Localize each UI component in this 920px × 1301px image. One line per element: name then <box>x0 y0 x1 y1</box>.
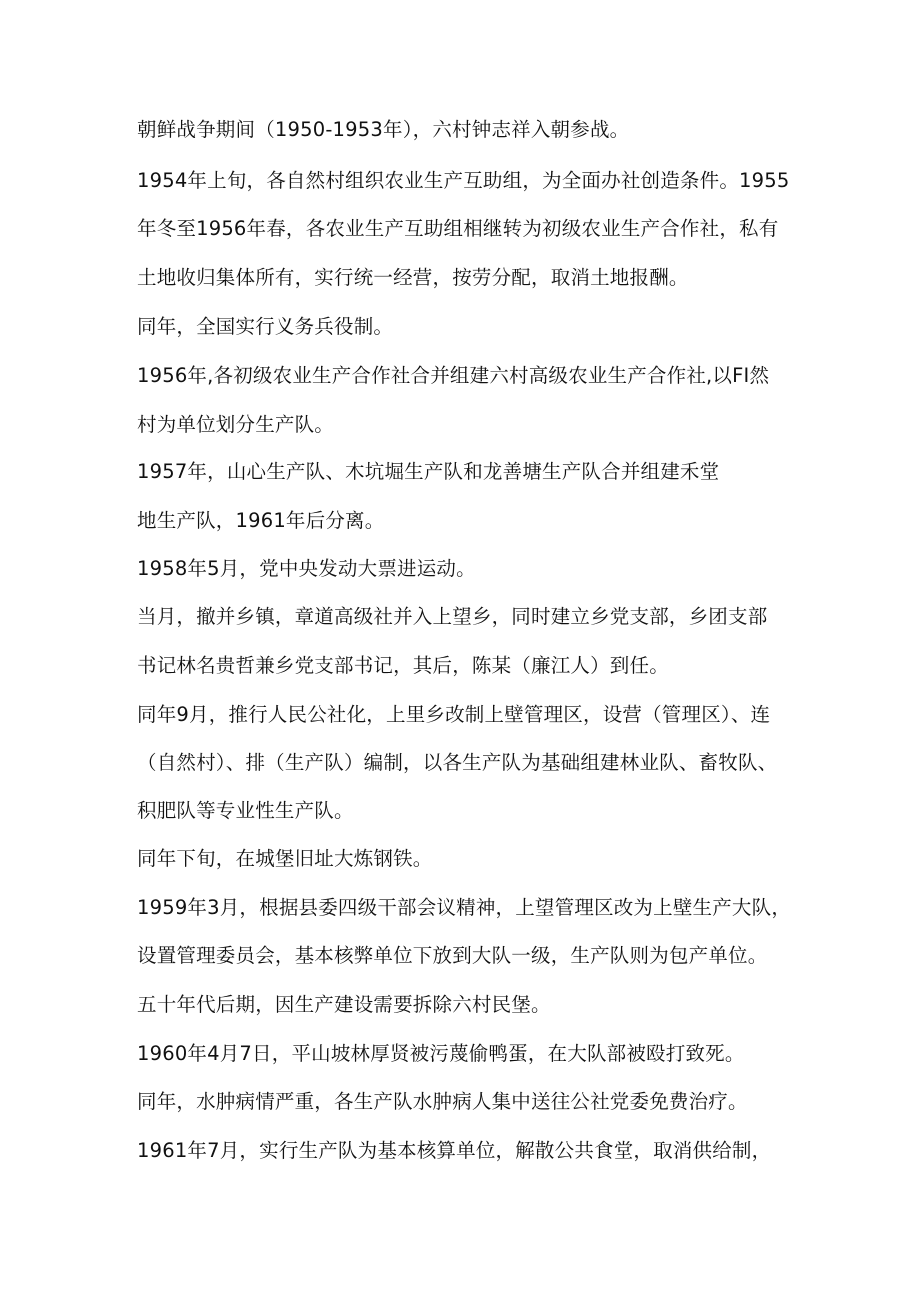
text-line-20: 1960年4月7日，平山坡林厚贤被污蔑偷鸭蛋，在大队部被殴打致死。 <box>137 1042 745 1065</box>
text-line-11: 当月，撤并乡镇，章道高级社并入上望乡，同时建立乡党支部，乡团支部 <box>137 605 768 628</box>
text-line-19: 五十年代后期，因生产建设需要拆除六村民堡。 <box>137 993 551 1016</box>
text-line-6: 1956年,各初级农业生产合作社合并组建六村高级农业生产合作社,以FI然 <box>137 364 770 387</box>
text-line-4: 土地收归集体所有，实行统一经营，按劳分配，取消土地报酬。 <box>137 266 689 289</box>
text-line-14: （自然村）、排（生产队）编制，以各生产队为基础组建林业队、畜牧队、 <box>137 751 778 774</box>
text-line-2: 1954年上旬，各自然村组织农业生产互助组，为全面办社创造条件。1955 <box>137 169 790 192</box>
text-line-16: 同年下旬，在城堡旧址大炼钢铁。 <box>137 847 433 870</box>
text-line-18: 设置管理委员会，基本核弊单位下放到大队一级，生产队则为包产单位。 <box>137 944 768 967</box>
text-line-1: 朝鲜战争期间（1950-1953年），六村钟志祥入朝参战。 <box>137 118 630 141</box>
text-line-13: 同年9月，推行人民公社化，上里乡改制上壁管理区，设营（管理区）、连 <box>137 703 771 726</box>
text-line-15: 积肥队等专业性生产队。 <box>137 799 354 822</box>
text-line-8: 1957年，山心生产队、木坑堀生产队和龙善塘生产队合并组建禾堂 <box>137 460 720 483</box>
text-line-12: 书记林名贵哲兼乡党支部书记，其后，陈某（廉江人）到任。 <box>137 654 669 677</box>
text-line-7: 村为单位划分生产队。 <box>137 413 335 436</box>
text-line-3: 年冬至1956年春，各农业生产互助组相继转为初级农业生产合作社，私有 <box>137 217 779 240</box>
text-line-22: 1961年7月，实行生产队为基本核算单位，解散公共食堂，取消供给制， <box>137 1139 772 1162</box>
text-line-5: 同年，全国实行义务兵役制。 <box>137 315 394 338</box>
text-line-21: 同年，水肿病情严重，各生产队水肿病人集中送往公社党委免费治疗。 <box>137 1090 748 1113</box>
text-line-10: 1958年5月，党中央发动大票进运动。 <box>137 557 476 580</box>
text-line-17: 1959年3月，根据县委四级干部会议精神，上望管理区改为上壁生产大队， <box>137 896 792 919</box>
text-line-9: 地生产队，1961年后分离。 <box>137 509 385 532</box>
